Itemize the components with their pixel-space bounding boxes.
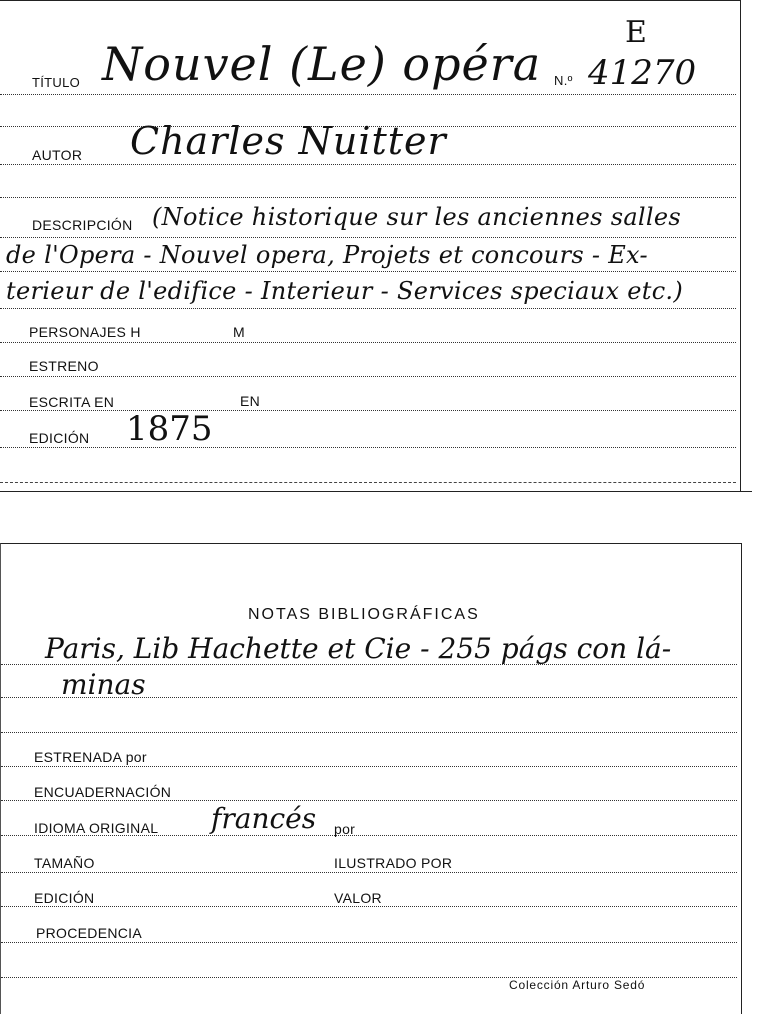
rule — [0, 271, 736, 272]
rule — [0, 308, 736, 309]
num-value: 41270 — [588, 53, 697, 93]
encuadernacion-label: ENCUADERNACIÓN — [34, 784, 172, 800]
rule — [1, 766, 737, 767]
m-label: M — [233, 324, 245, 340]
escrita-label: ESCRITA EN — [29, 394, 115, 410]
num-label: N.º — [554, 73, 573, 88]
rule — [0, 410, 736, 411]
rule — [0, 447, 736, 448]
descripcion-label: DESCRIPCIÓN — [32, 217, 133, 233]
tamano-label: TAMAÑO — [34, 855, 95, 871]
valor-label: VALOR — [334, 890, 382, 906]
autor-value: Charles Nuitter — [130, 119, 447, 163]
estrenada-label: ESTRENADA por — [34, 749, 147, 765]
rule — [0, 376, 736, 377]
rule — [1, 872, 737, 873]
rule — [0, 164, 736, 165]
rule — [0, 482, 736, 483]
descripcion-line-2: de l'Opera - Nouvel opera, Projets et concours - Ex- — [6, 241, 648, 269]
personajes-label: PERSONAJES H — [29, 324, 141, 340]
idioma-value: francés — [211, 802, 317, 835]
notas-line-1: Paris, Lib Hachette et Cie - 255 págs con lá- — [45, 632, 672, 665]
edicion-value: 1875 — [126, 409, 213, 449]
corner-mark: E — [625, 15, 647, 50]
card-divider — [0, 491, 752, 492]
procedencia-label: PROCEDENCIA — [36, 925, 142, 941]
catalog-card-bottom — [0, 543, 742, 1014]
rule — [1, 942, 737, 943]
rule — [0, 237, 736, 238]
notas-title: NOTAS BIBLIOGRÁFICAS — [248, 606, 480, 623]
titulo-label: TÍTULO — [32, 75, 81, 90]
autor-label: AUTOR — [32, 147, 83, 163]
por-label: por — [334, 821, 356, 837]
edicion-label-bottom: EDICIÓN — [34, 890, 95, 906]
ilustrado-label: ILUSTRADO POR — [334, 855, 453, 871]
en-label: EN — [240, 393, 261, 409]
rule — [1, 800, 737, 801]
rule — [1, 906, 737, 907]
rule — [0, 342, 736, 343]
titulo-value: Nouvel (Le) opéra — [102, 37, 542, 91]
idioma-label: IDIOMA ORIGINAL — [34, 820, 159, 836]
rule — [1, 732, 737, 733]
collection-footer: Colección Arturo Sedó — [509, 978, 646, 992]
edicion-label: EDICIÓN — [29, 430, 90, 446]
descripcion-line-1: (Notice historique sur les anciennes salles — [152, 203, 681, 231]
estreno-label: ESTRENO — [29, 358, 99, 374]
rule — [0, 197, 736, 198]
catalog-card-top — [0, 0, 741, 491]
notas-line-2: minas — [61, 668, 146, 701]
descripcion-line-3: terieur de l'edifice - Interieur - Services speciaux etc.) — [6, 277, 684, 305]
rule — [0, 94, 736, 95]
